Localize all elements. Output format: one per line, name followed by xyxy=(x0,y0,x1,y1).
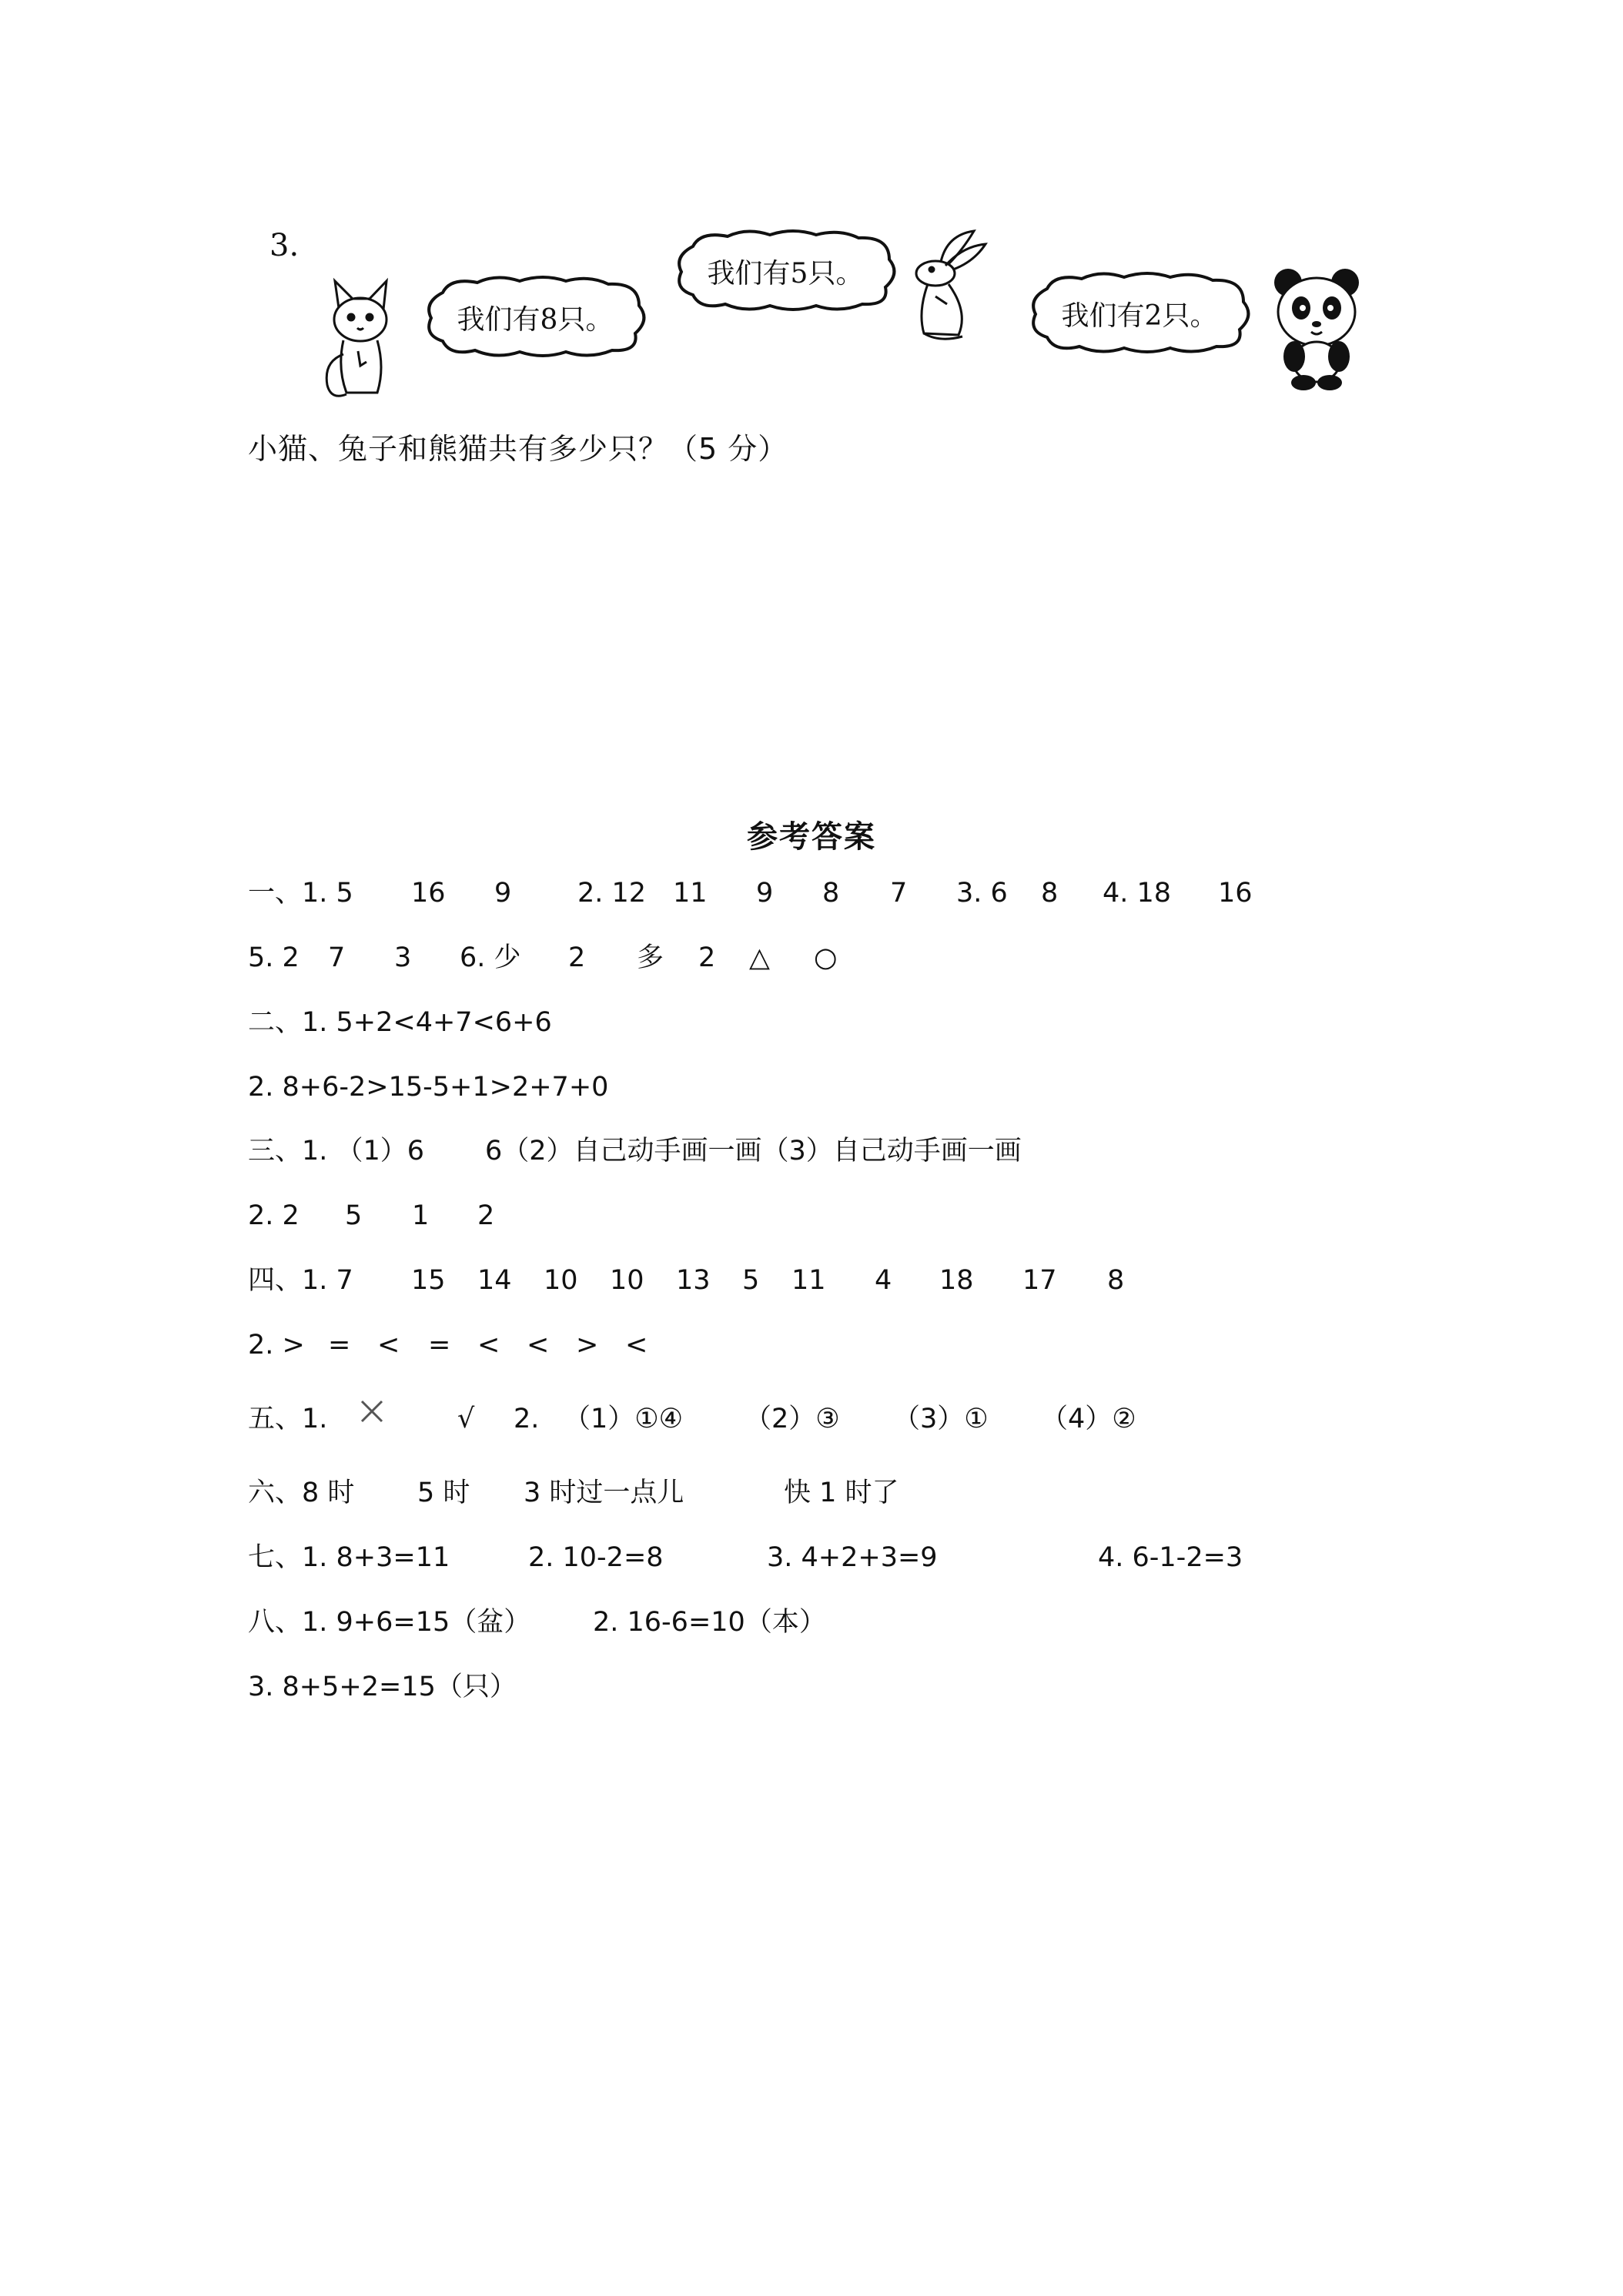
rabbit-speech-text: 我们有5只。 xyxy=(707,258,864,290)
answer-item: 6. 少 xyxy=(460,942,521,973)
answer-item: 4. 18 xyxy=(1103,878,1172,909)
cat-speech-text: 我们有8只。 xyxy=(457,304,614,336)
cat-speech-bubble xyxy=(420,273,651,362)
answer-item: 2 xyxy=(698,942,716,973)
answer-item: 14 xyxy=(477,1265,512,1296)
answer-item: 16 xyxy=(411,878,446,909)
answer-item: 8 xyxy=(1041,878,1059,909)
answer-item: < xyxy=(527,1330,550,1361)
cat-illustration xyxy=(316,277,400,400)
answer-item: = xyxy=(328,1330,351,1361)
answer-item: 8 xyxy=(1107,1265,1125,1296)
answer-item: 9 xyxy=(494,878,512,909)
answer-item: 9 xyxy=(756,878,774,909)
answer-item: 13 xyxy=(676,1265,711,1296)
answer-item: （4）② xyxy=(1041,1404,1136,1434)
answer-item: 15 xyxy=(411,1265,446,1296)
answer-item: 2. 8+6-2>15-5+1>2+7+0 xyxy=(248,1072,609,1103)
answer-item: 3. 8+5+2=15（只） xyxy=(248,1672,517,1702)
answer-item: （3）① xyxy=(893,1404,989,1434)
answer-item: 5 xyxy=(345,1200,363,1231)
answer-item: 2. xyxy=(514,1404,540,1434)
answer-item: 4. 6-1-2=3 xyxy=(1098,1542,1243,1573)
answer-title: 参考答案 xyxy=(747,819,876,855)
panda-illustration xyxy=(1267,266,1367,393)
answer-item: 三、1. （1）6 xyxy=(248,1136,425,1166)
question-prompt: 小猫、兔子和熊猫共有多少只？（5 分） xyxy=(248,432,788,466)
cross-mark-icon xyxy=(357,1397,387,1437)
answer-item: 7 xyxy=(890,878,908,909)
answer-item: 10 xyxy=(610,1265,644,1296)
answer-item: 16 xyxy=(1218,878,1253,909)
answer-item: 1 xyxy=(412,1200,430,1231)
answer-item: 2. > xyxy=(248,1330,305,1361)
answer-item: 2. 2 xyxy=(248,1200,300,1231)
answer-item: 3. 4+2+3=9 xyxy=(767,1542,938,1573)
answer-item: ○ xyxy=(814,942,838,973)
answer-item: 2 xyxy=(568,942,586,973)
answer-item: 快 1 时了 xyxy=(784,1478,899,1508)
answer-item: 11 xyxy=(791,1265,826,1296)
question-number: 3. xyxy=(269,228,300,263)
panda-speech-bubble xyxy=(1024,269,1255,358)
answer-item: 2. 10-2=8 xyxy=(528,1542,664,1573)
answer-item: < xyxy=(477,1330,500,1361)
answer-item: 一、1. 5 xyxy=(248,878,353,909)
answer-item: 5 xyxy=(742,1265,760,1296)
answer-item: （1）①④ xyxy=(564,1404,684,1434)
answer-item: < xyxy=(377,1330,400,1361)
answer-item: = xyxy=(428,1330,451,1361)
answer-item: 七、1. 8+3=11 xyxy=(248,1542,450,1573)
answer-item: 八、1. 9+6=15（盆） xyxy=(248,1607,531,1638)
answer-item: 6（2）自己动手画一画（3）自己动手画一画 xyxy=(485,1136,1022,1166)
answer-item: 六、8 时 xyxy=(248,1478,355,1508)
answer-item: 18 xyxy=(939,1265,974,1296)
answer-item: 2 xyxy=(477,1200,495,1231)
answer-item: 3 xyxy=(394,942,412,973)
answer-item: 3 时过一点儿 xyxy=(524,1478,684,1508)
answer-item: < xyxy=(625,1330,648,1361)
answer-item: 5. 2 xyxy=(248,942,300,973)
panda-speech-text: 我们有2只。 xyxy=(1061,300,1218,332)
answer-item: 四、1. 7 xyxy=(248,1265,353,1296)
answer-item: 11 xyxy=(673,878,708,909)
answer-item: 二、1. 5+2<4+7<6+6 xyxy=(248,1007,552,1038)
answer-item: 7 xyxy=(328,942,346,973)
answer-item: 2. 12 xyxy=(577,878,647,909)
answer-item: （2）③ xyxy=(745,1404,840,1434)
rabbit-speech-bubble xyxy=(670,227,901,316)
answer-item: 4 xyxy=(875,1265,892,1296)
answer-item: 五、1. xyxy=(248,1404,328,1434)
rabbit-illustration xyxy=(901,227,993,346)
answer-item: 多 xyxy=(637,942,664,973)
answer-item: 3. 6 xyxy=(956,878,1008,909)
answer-item: 5 时 xyxy=(417,1478,470,1508)
answer-item: 17 xyxy=(1022,1265,1057,1296)
answer-item: 10 xyxy=(544,1265,578,1296)
answer-item: 2. 16-6=10（本） xyxy=(593,1607,826,1638)
answer-item: 8 xyxy=(822,878,840,909)
answer-item: > xyxy=(576,1330,599,1361)
answer-item: √ xyxy=(457,1404,475,1434)
answer-item: △ xyxy=(749,942,770,973)
